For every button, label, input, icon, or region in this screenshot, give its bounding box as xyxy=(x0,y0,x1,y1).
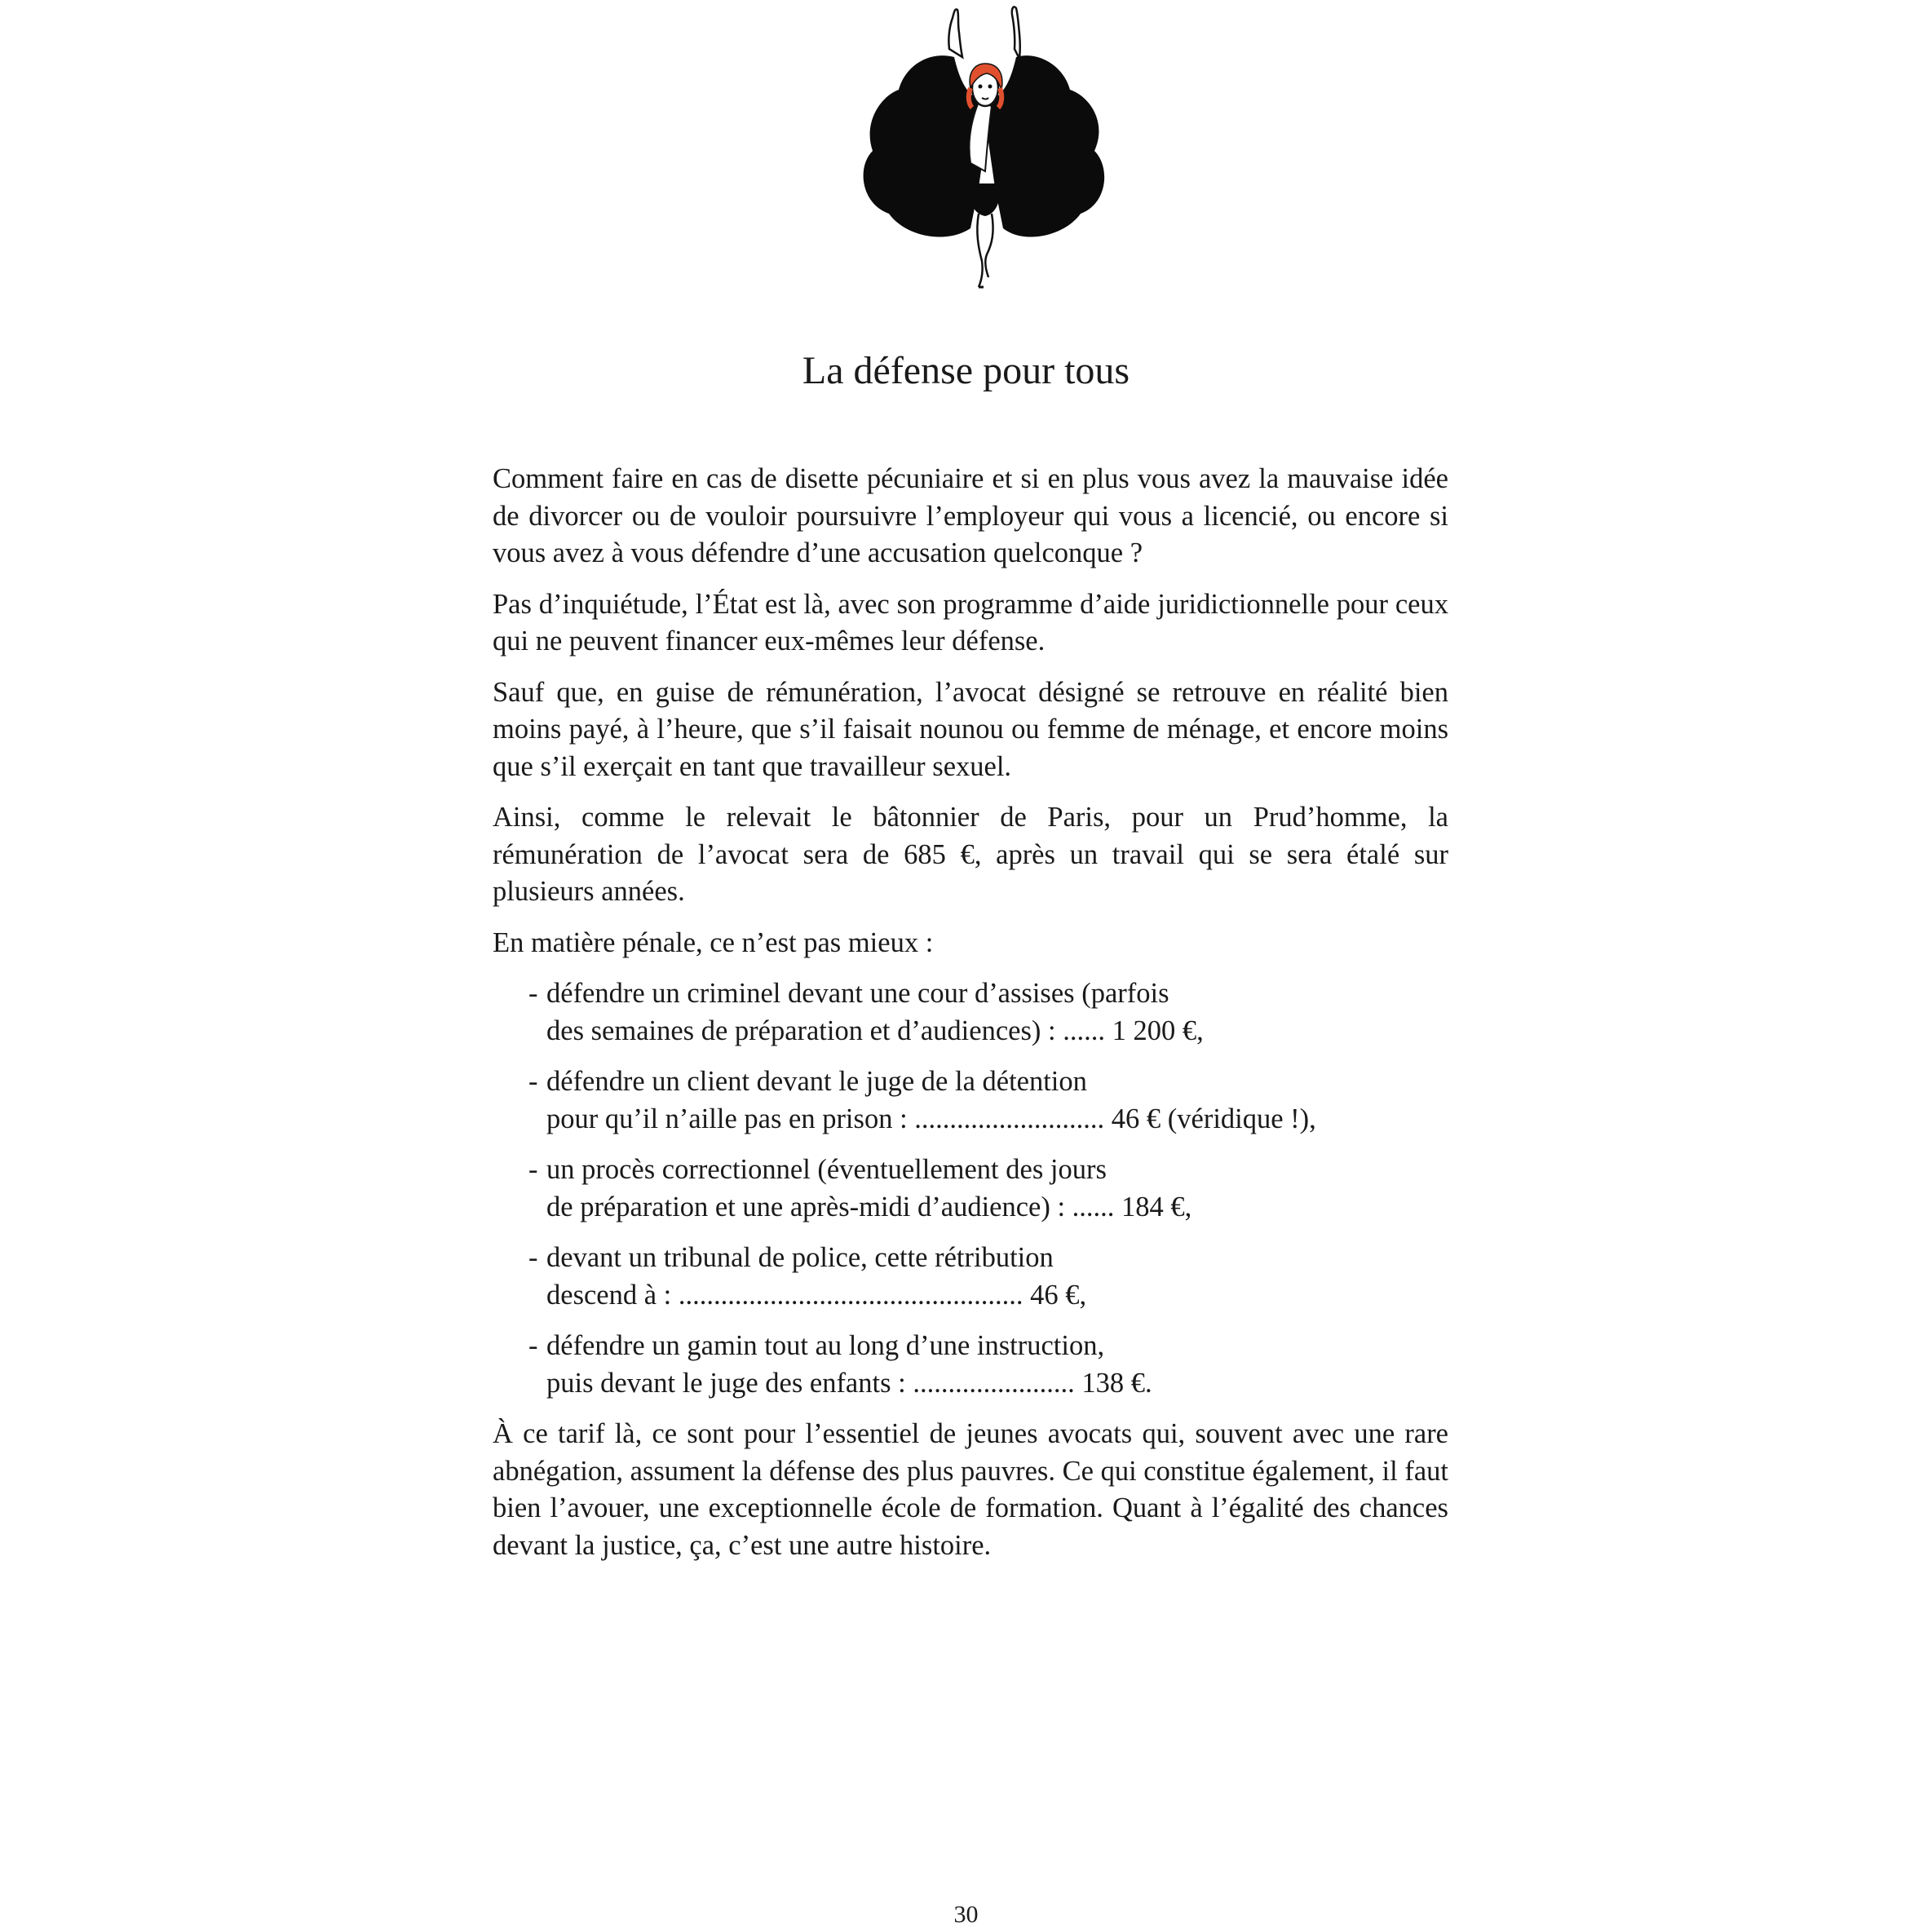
tariff-line: défendre un criminel devant une cour d’assises (parfois xyxy=(546,978,1169,1009)
list-item xyxy=(493,1240,1448,1314)
list-item xyxy=(493,1152,1448,1226)
tariff-line: pour qu’il n’aille pas en prison : ........................... 46 € (véridique !), xyxy=(546,1103,1316,1134)
tariff-line: devant un tribunal de police, cette rétribution xyxy=(546,1242,1054,1273)
list-marker: - xyxy=(528,978,538,1009)
page-title: La défense pour tous xyxy=(802,349,1130,392)
list-marker: - xyxy=(528,1242,538,1273)
article-body xyxy=(493,461,1448,1578)
list-marker: - xyxy=(528,1066,538,1097)
paragraph-intro: Comment faire en cas de disette pécuniaire et si en plus vous avez la mauvaise idée de divorcer ou de vouloir poursuivre l’employeur qui vous a licencié, ou encore si vous avez à vous défendre d’une accusation quelconque ? xyxy=(493,463,1448,568)
tariff-line: un procès correctionnel (éventuellement des jours xyxy=(546,1154,1107,1185)
tariff-list xyxy=(493,975,1448,1402)
paragraph-state-aid: Pas d’inquiétude, l’État est là, avec son programme d’aide juridictionnelle pour ceux qui ne peuvent financer eux-mêmes leur défense. xyxy=(493,588,1448,657)
list-item xyxy=(493,975,1448,1050)
list-marker: - xyxy=(528,1330,538,1361)
tariff-line: défendre un gamin tout au long d’une instruction, xyxy=(546,1330,1105,1361)
list-item xyxy=(493,1328,1448,1402)
tariff-line: des semaines de préparation et d’audiences) : ...... 1 200 €, xyxy=(546,1015,1204,1046)
lawyer-robe-illustration xyxy=(848,0,1117,290)
paragraph-batonnier: Ainsi, comme le relevait le bâtonnier de Paris, pour un Prud’homme, la rémunération de l’avocat sera de 685 €, après un travail qui se sera étalé sur plusieurs années. xyxy=(493,802,1448,907)
paragraph-remuneration: Sauf que, en guise de rémunération, l’avocat désigné se retrouve en réalité bien moins payé, à l’heure, que s’il faisait nounou ou femme de ménage, et encore moins que s’il exerçait en tant que travailleur sexuel. xyxy=(493,676,1448,782)
list-marker: - xyxy=(528,1154,538,1185)
tariff-line: descend à : ................................................. 46 €, xyxy=(546,1279,1087,1311)
paragraph-conclusion: À ce tarif là, ce sont pour l’essentiel de jeunes avocats qui, souvent avec une rare abnégation, assument la défense des plus pauvres. Ce qui constitue également, il faut bien l’avouer, une exceptionnelle école de formation. Quant à l’égalité des chances devant la justice, ça, c’est une autre histoire. xyxy=(493,1418,1448,1561)
list-item xyxy=(493,1063,1448,1138)
tariff-line: défendre un client devant le juge de la détention xyxy=(546,1066,1087,1097)
page-number: 30 xyxy=(953,1901,979,1928)
paragraph-penal-intro: En matière pénale, ce n’est pas mieux : xyxy=(493,926,934,958)
tariff-line: de préparation et une après-midi d’audience) : ...... 184 €, xyxy=(546,1191,1192,1222)
tariff-line: puis devant le juge des enfants : ....................... 138 €. xyxy=(546,1367,1152,1399)
